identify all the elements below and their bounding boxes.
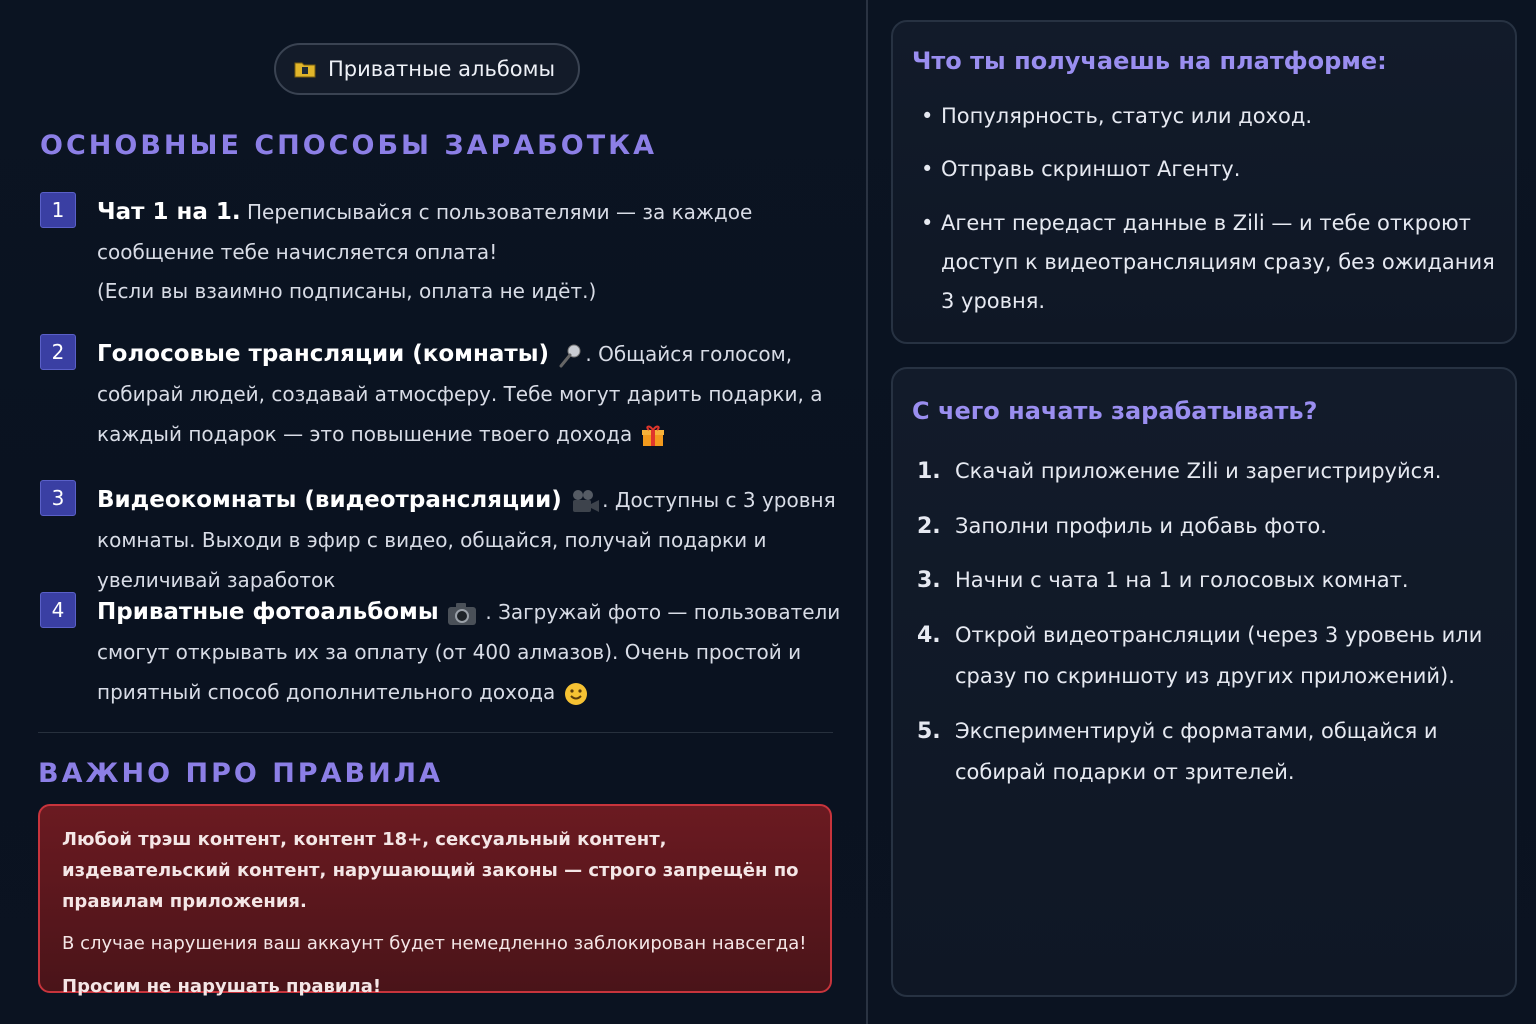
step-number: 1. — [917, 459, 941, 484]
step-text: Экспериментируй с форматами, общайся и собирай подарки от зрителей. — [955, 719, 1438, 784]
microphone-icon — [557, 343, 583, 369]
method-text: . Доступны с 3 уровня комнаты. Выходи в эфир с видео, общайся, получай подарки и увеличивай заработок — [97, 488, 836, 592]
method-number: 1 — [40, 192, 76, 228]
step-text: Заполни профиль и добавь фото. — [955, 514, 1327, 538]
private-albums-label: Приватные альбомы — [328, 57, 556, 81]
smile-icon — [564, 682, 588, 706]
method-number: 2 — [40, 334, 76, 370]
start-card — [891, 367, 1517, 997]
method-title: Голосовые трансляции (комнаты) — [97, 341, 550, 367]
benefit-text: Агент передаст данные в Zili — и тебе откроют доступ к видеотрансляциям сразу, без ожидания 3 уровня. — [941, 211, 1495, 313]
method-text: . Загружай фото — пользователи смогут открывать их за оплату (от 400 алмазов). Очень простой и приятный способ дополнительного дохода — [97, 600, 841, 704]
benefits-title: Что ты получаешь на платформе: — [912, 47, 1387, 75]
step-text: Начни с чата 1 на 1 и голосовых комнат. — [955, 568, 1409, 592]
benefit-text: Отправь скриншот Агенту. — [941, 157, 1241, 181]
method-title: Чат 1 на 1. — [97, 199, 241, 225]
method-number: 3 — [40, 480, 76, 516]
rules-text-3: Просим не нарушать правила! — [62, 976, 382, 997]
step-number: 2. — [917, 514, 941, 539]
method-note: (Если вы взаимно подписаны, оплата не идёт.) — [97, 279, 597, 303]
method-title: Видеокомнаты (видеотрансляции) — [97, 487, 562, 513]
folder-icon — [294, 60, 316, 78]
vertical-divider — [866, 0, 868, 1024]
benefits-card: Что ты получаешь на платформе: • Популярность, статус или доход. • Отправь скриншот Агенту. • Агент передаст данные в Zili — и тебе откроют доступ к видеотрансляциям сразу, без ожидания 3 уровня. — [891, 20, 1517, 344]
method-text: . Общайся голосом, собирай людей, создавай атмосферу. Тебе могут дарить подарки, а каждый подарок — это повышение твоего дохода — [97, 342, 823, 446]
methods-title: ОСНОВНЫЕ СПОСОБЫ ЗАРАБОТКА — [40, 130, 658, 161]
method-text: Переписывайся с пользователями — за каждое сообщение тебе начисляется оплата! — [97, 200, 753, 264]
step-text: Открой видеотрансляции (через 3 уровень или сразу по скриншоту из других приложений). — [955, 623, 1483, 688]
start-title: С чего начать зарабатывать? — [912, 397, 1318, 425]
method-title: Приватные фотоальбомы — [97, 599, 439, 625]
rules-text-2: В случае нарушения ваш аккаунт будет немедленно заблокирован навсегда! — [62, 933, 807, 954]
step-number: 5. — [917, 719, 941, 744]
step-number: 4. — [917, 623, 941, 648]
benefit-text: Популярность, статус или доход. — [941, 104, 1313, 128]
rules-warning-box — [38, 804, 832, 997]
section-divider — [38, 732, 833, 733]
gift-icon — [641, 424, 665, 448]
step-text: Скачай приложение Zili и зарегистрируйся. — [955, 459, 1442, 483]
rules-text-1: Любой трэш контент, контент 18+, сексуальный контент, издевательский контент, нарушающий законы — строго запрещён по правилам приложения. — [62, 829, 799, 912]
method-number: 4 — [40, 592, 76, 628]
rules-title: ВАЖНО ПРО ПРАВИЛА — [38, 758, 443, 789]
video-camera-icon — [570, 489, 600, 515]
photo-camera-icon — [447, 602, 477, 626]
step-number: 3. — [917, 568, 941, 593]
private-albums-button[interactable] — [274, 43, 580, 95]
